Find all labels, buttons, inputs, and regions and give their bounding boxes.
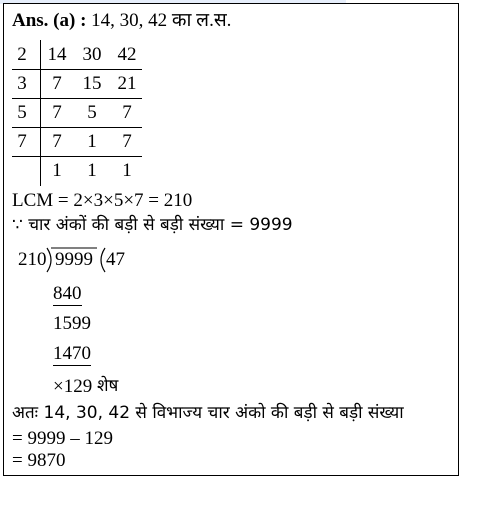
ladder-cell: 7	[122, 131, 132, 152]
ladder-row-divider	[12, 127, 142, 128]
ladder-cell: 1	[52, 160, 62, 181]
ladder-cell: 30	[82, 44, 102, 65]
ladder-divisor: 5	[17, 102, 27, 123]
ladder-cell: 7	[52, 102, 62, 123]
ladder-cell: 7	[52, 73, 62, 94]
division-quotient: 47	[106, 249, 125, 270]
conclusion-line-2: = 9999 – 129	[12, 428, 113, 449]
lcm-line: LCM = 2×3×5×7 = 210	[12, 190, 193, 211]
ladder-cell: 5	[87, 102, 97, 123]
answer-heading-text: 14, 30, 42 का ल.स.	[86, 10, 232, 31]
conclusion-line-1: अतः 14, 30, 42 से विभाज्य चार अंको की बड़ी से बड़ी संख्या	[12, 403, 404, 423]
ladder-cell: 1	[87, 160, 97, 181]
ladder-cell: 7	[122, 102, 132, 123]
remainder-label: शेष	[97, 376, 119, 396]
ladder-cell: 21	[117, 73, 137, 94]
division-step-1: 840	[53, 283, 82, 304]
ladder-row-divider	[12, 156, 142, 157]
ladder-cell: 14	[47, 44, 67, 65]
division-step-3: 1470	[53, 343, 91, 364]
division-divisor: 210	[18, 249, 47, 270]
division-step-2: 1599	[53, 313, 91, 334]
ladder-divisor: 3	[17, 73, 27, 94]
answer-label: Ans. (a) :	[12, 10, 87, 31]
ladder-cell: 7	[52, 131, 62, 152]
ladder-cell: 15	[82, 73, 102, 94]
largest-four-digit-line: ∵ चार अंकों की बड़ी से बड़ी संख्या = 9999	[12, 215, 293, 235]
ladder-cell: 1	[122, 160, 132, 181]
ladder-cell: 42	[117, 44, 137, 65]
division-ladder	[12, 40, 142, 186]
ladder-divisor: 7	[17, 131, 27, 152]
answer-heading	[12, 10, 231, 32]
answer-box	[3, 3, 459, 476]
division-remainder: ×129	[53, 376, 93, 397]
ladder-row-divider	[12, 69, 142, 70]
ladder-divisor: 2	[17, 44, 27, 65]
ladder-row-divider	[12, 98, 142, 99]
ladder-vertical-line	[40, 40, 41, 186]
conclusion-line-3: = 9870	[12, 450, 66, 471]
ladder-cell: 1	[87, 131, 97, 152]
division-dividend: 9999	[55, 249, 93, 270]
